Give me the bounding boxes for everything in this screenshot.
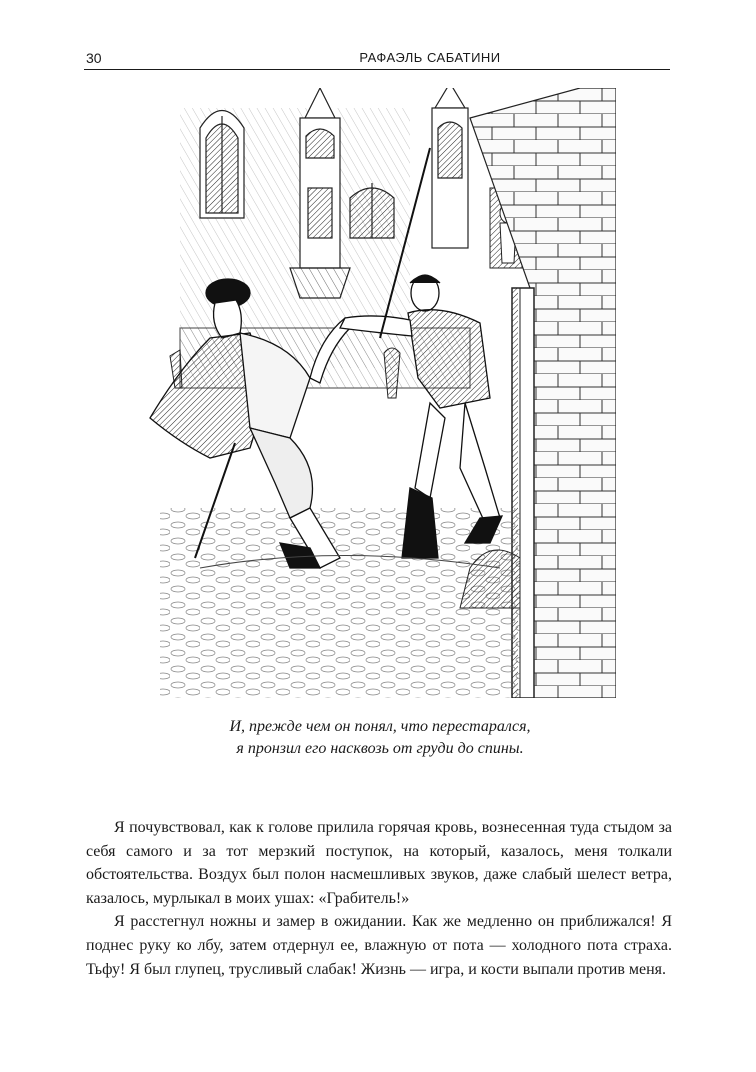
page-number: 30 [86,50,102,66]
illustration-caption [120,716,640,760]
header-rule [84,69,670,70]
body-text [86,816,672,981]
running-title: РАФАЭЛЬ САБАТИНИ [359,50,501,65]
illustration-duel [140,88,616,698]
paragraph: Я почувствовал, как к голове прилила горячая кровь, вознесенная туда стыдом за себя самого и за тот мерзкий поступок, на который, казалось, меня толкали обстоятельства. Воздух был полон насмешливых звуков, даже слабый шелест ветра, казалось, мурлыкал в моих ушах: «Грабитель!» [86,819,672,907]
caption-line: И, прежде чем он понял, что перестарался, [229,718,531,735]
caption-line: я пронзил его насквозь от груди до спины. [236,740,524,757]
cobbled-street [160,508,520,698]
paragraph: Я расстегнул ножны и замер в ожидании. Как же медленно он приближался! Я поднес руку ко лбу, затем отдернул ее, влажную от пота — холодного пота страха. Тьфу! Я был глупец, трусливый слабак! Жизнь — игра, и кости выпали против меня. [86,913,672,978]
